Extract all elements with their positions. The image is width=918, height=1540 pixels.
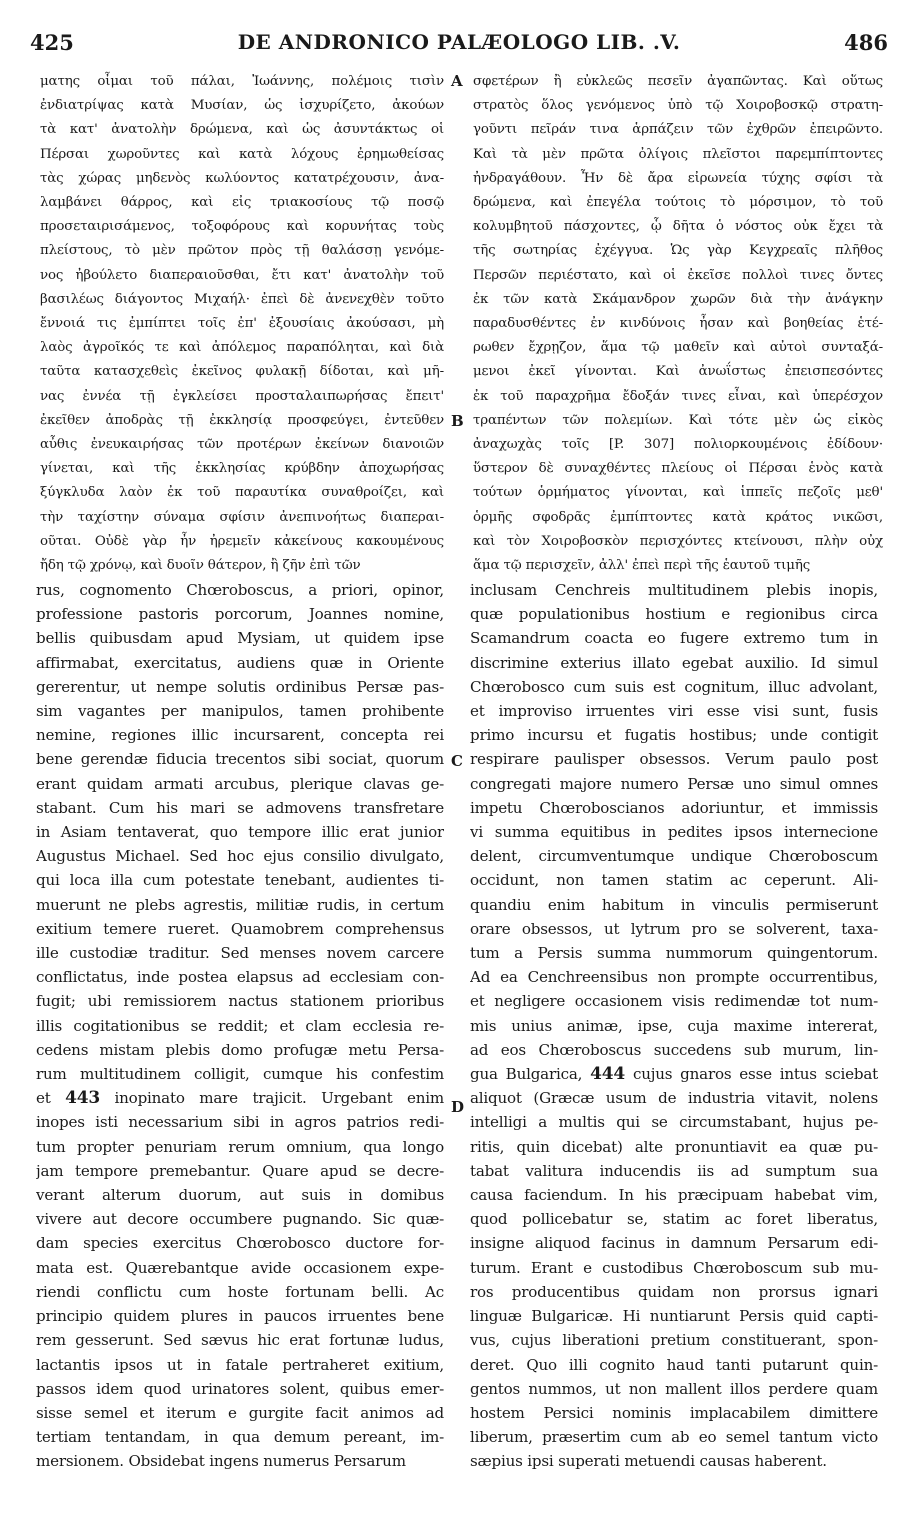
text-line: δρώμενα, καὶ ἐπεγέλα τούτοις τὸ μόρσιμον, τὸ τοῦ: [473, 195, 883, 211]
text-line: τὰς χώρας μηδενὸς κωλύοντος κατατρέχουσιν, ἀνα-: [40, 170, 444, 186]
marginal-page-number: 444: [590, 1064, 626, 1085]
text-line: hostem Persici nominis implacabilem dimittere: [470, 1403, 878, 1422]
text-line: bene gerendæ fiducia trecentos sibi sociat, quorum: [36, 750, 444, 769]
text-line: ἠνδραγάθουν. Ἦν δὲ ἄρα εἰρωνεία τύχης σφίσι τὰ: [473, 170, 883, 186]
text-line: orare obsessos, ut lytrum pro se solverent, taxa-: [470, 919, 878, 938]
text-line: vivere aut decore occumbere pugnando. Sic quæ-: [36, 1210, 444, 1229]
text-line: ἅμα τῷ περισχεῖν, ἀλλ' ἐπεὶ περὶ τῆς ἑαυτοῦ τιμῆς: [473, 558, 811, 574]
text-line: ματης οἶμαι τοῦ πάλαι, Ἰωάννης, πολέμοις τισὶν: [40, 74, 444, 89]
latin-text-right-column: [470, 578, 878, 1474]
text-line: ros producentibus quidam non prorsus ignari: [470, 1282, 878, 1301]
text-line: riendi conflictu cum hoste fortunam belli. Ac: [36, 1282, 444, 1301]
text-line: ille custodiæ traditur. Sed menses novem carcere: [36, 944, 444, 963]
text-line: Πέρσαι χωροῦντες καὶ κατὰ λόχους ἐρημωθείσας: [40, 146, 444, 162]
text-line: aliquot (Græcæ usum de industria vitavit, nolens: [470, 1089, 878, 1108]
text-line: rus, cognomento Chœroboscus, a priori, opinor,: [36, 581, 444, 599]
text-line: fugit; ubi remissiorem nactus stationem prioribus: [36, 992, 444, 1011]
section-marker-c: C: [451, 752, 463, 770]
text-line: causa faciendum. In his præcipuam habebat vim,: [470, 1186, 878, 1205]
text-line: Ad ea Cenchreensibus non prompte occurrentibus,: [470, 968, 878, 987]
text-line: mis unius animæ, ipse, cuja maxime intererat,: [470, 1016, 878, 1035]
text-line: insigne aliquod facinus in damnum Persarum edi-: [470, 1234, 878, 1253]
text-line: principio quidem plures in paucos irruentes bene: [36, 1307, 444, 1326]
text-line: ὁρμῆς σφοδρᾶς ἐμπίπτοντες κατὰ κράτος νικῶσι,: [473, 509, 883, 525]
text-line: ἐκ τοῦ παραχρῆμα ἔδοξάν τινες εἶναι, καὶ ὑπερέσχον: [473, 388, 883, 404]
text-line: οῦται. Οὐδὲ γὰρ ἦν ἠρεμεῖν κἀκείνους κακουμένους: [40, 533, 444, 549]
text-line: conflictatus, inde postea elapsus ad ecclesiam con-: [36, 968, 444, 987]
text-line: vi summa equitibus in pedites ipsos internecione: [470, 823, 878, 842]
text-line: et negligere occasionem visis redimendæ tot num-: [470, 992, 878, 1011]
text-line: sim vagantes per manipulos, tamen prohibente: [36, 702, 444, 721]
text-line: nemine, regiones illic incursarent, concepta rei: [36, 726, 444, 745]
text-line: rem gesserunt. Sed sævus hic erat fortunæ ludus,: [36, 1331, 444, 1350]
text-line: linguæ Bulgaricæ. Hi nuntiarunt Persis quid capti-: [470, 1307, 878, 1326]
text-line: ἤδη τῷ χρόνῳ, καὶ δυοῖν θάτερον, ἢ ζῆν ἐπὶ τῶν: [40, 558, 361, 574]
text-line: παραδυσθέντες ἐν κινδύνοις ἦσαν καὶ βοηθείας ἑτέ-: [473, 316, 883, 332]
text-line: muerunt ne plebs agrestis, militiæ rudis, in certum: [36, 895, 444, 914]
section-marker-d: D: [451, 1098, 465, 1116]
text-line: tertiam tentandam, in qua demum pereant, im-: [36, 1428, 444, 1447]
text-line: vus, cujus liberationi pretium constituerant, spon-: [470, 1331, 878, 1350]
text-line: intelligi a multis qui se circumstabant, hujus pe-: [470, 1113, 878, 1132]
text-line: mersionem. Obsidebat ingens numerus Persarum: [36, 1452, 406, 1471]
text-line: Scamandrum coacta eo fugere extremo tum in: [470, 629, 878, 648]
text-line: κολυμβητοῦ πάσχοντες, ᾧ δῆτα ὁ νόστος οὐκ ἔχει τὰ: [473, 219, 883, 235]
text-line: delent, circumventumque undique Chœroboscum: [470, 847, 878, 866]
text-line: ἀναχωχὰς τοῖς [P. 307] πολιορκουμένοις ἐδίδουν·: [473, 437, 883, 453]
text-line: ταῦτα κατασχεθεὶς ἐκεῖνος φυλακῇ δίδοται, καὶ μῆ-: [40, 364, 444, 380]
text-line: quandiu enim habitum in vinculis permiserunt: [470, 895, 878, 914]
section-marker-a: A: [451, 72, 463, 90]
running-header: [30, 30, 888, 64]
text-line: erant quidam armati arcubus, plerique clavas ge-: [36, 774, 444, 793]
text-line: dam species exercitus Chœrobosco ductore for-: [36, 1234, 444, 1253]
text-line: ritis, quin dicebat) alte pronuntiavit ea quæ pu-: [470, 1137, 878, 1156]
text-line: professione pastoris porcorum, Joannes nomine,: [36, 605, 444, 624]
text-line: in Asiam tentaverat, quo tempore illic erat junior: [36, 823, 444, 842]
text-line: gua Bulgarica, 444 cujus gnaros esse intus sciebat: [470, 1064, 878, 1085]
text-line: τὰ κατ' ἀνατολὴν δρώμενα, καὶ ὡς ἀσυντάκτως οἱ: [40, 122, 444, 138]
text-line: αὖθις ἐνευκαιρήσας τῶν προτέρων ἐκείνων διανοιῶν: [40, 437, 444, 453]
text-line: ἐκ τῶν κατὰ Σκάμανδρον χωρῶν διὰ τὴν ἀνάγκην: [473, 291, 883, 307]
latin-text-left-column: [36, 578, 444, 1474]
text-line: μενοι ἐκεῖ γίνονται. Καὶ ἀνωΐστως ἐπεισπεσόντες: [473, 364, 883, 380]
page-number-right: 486: [844, 30, 888, 55]
text-line: ἐκεῖθεν ἀποδρὰς τῇ ἐκκλησίᾳ προσφεύγει, ἐντεῦθεν: [40, 412, 444, 428]
text-line: Καὶ τὰ μὲν πρῶτα ὀλίγοις πλεῖστοι παρεμπίπτοντες: [473, 146, 883, 162]
text-line: λαὸς ἀγροῖκός τε καὶ ἀπόλεμος παραπόληται, καὶ διὰ: [40, 340, 444, 356]
text-line: τὴν ταχίστην σύναμα σφίσιν ἀνεπινοήτως διαπεραι-: [40, 509, 444, 525]
text-line: τῆς σωτηρίας ἐχέγγυα. Ὡς γὰρ Κεγχρεαῖς πλῆθος: [473, 243, 883, 259]
text-line: jam tempore premebantur. Quare apud se decre-: [36, 1161, 444, 1180]
text-line: inclusam Cenchreis multitudinem plebis inopis,: [470, 581, 878, 599]
text-line: προσεταιρισάμενος, τοξοφόρους καὶ κορυνήτας τοὺς: [40, 219, 444, 235]
text-line: πλείστους, τὸ μὲν πρῶτον πρὸς τῇ θαλάσσῃ γενόμε-: [40, 243, 444, 259]
text-line: impetu Chœroboscianos adoriuntur, et immissis: [470, 798, 878, 817]
text-line: et improviso irruentes viri esse visi sunt, fusis: [470, 702, 878, 721]
text-line: σφετέρων ἢ εὐκλεῶς πεσεῖν ἀγαπῶντας. Καὶ οὕτως: [473, 74, 883, 89]
text-line: tum a Persis summa nummorum quingentorum.: [470, 944, 878, 963]
text-line: τούτων ὁρμήματος γίνονται, καὶ ἱππεῖς πεζοῖς μεθ': [473, 485, 883, 501]
text-line: στρατὸς ὅλος γενόμενος ὑπὸ τῷ Χοιροβοσκῷ στρατη-: [473, 98, 883, 114]
greek-text-right-column: [473, 70, 883, 578]
text-line: inopes isti necessarium sibi in agros patrios redi-: [36, 1113, 444, 1132]
text-line: quæ populationibus hostium e regionibus circa: [470, 605, 878, 624]
text-line: gererentur, ut nempe solutis ordinibus Persæ pas-: [36, 677, 444, 696]
text-line: βασιλέως διάγοντος Μιχαήλ· ἐπεὶ δὲ ἀνενεχθὲν τοῦτο: [40, 291, 444, 307]
marginal-page-number: 443: [65, 1088, 101, 1109]
text-line: νος ἠβούλετο διαπεραιοῦσθαι, ἔτι κατ' ἀνατολὴν τοῦ: [40, 267, 444, 283]
text-line: quod pollicebatur se, statim ac foret liberatus,: [470, 1210, 878, 1229]
text-line: νας ἐννέα τῇ ἐγκλείσει προσταλαιπωρήσας ἔπειτ': [40, 388, 444, 404]
text-line: exitium temere rueret. Quamobrem comprehensus: [36, 919, 444, 938]
text-line: illis cogitationibus se reddit; et clam ecclesia re-: [36, 1016, 444, 1035]
text-line: cedens mistam plebis domo profugæ metu Persa-: [36, 1040, 444, 1059]
text-line: mata est. Quærebantque avide occasionem expe-: [36, 1258, 444, 1277]
text-line: ρωθεν ἔχρῃζον, ἅμα τῷ μαθεῖν καὶ αὐτοὶ συνταξά-: [473, 340, 883, 356]
text-line: καὶ τὸν Χοιροβοσκὸν περισχόντες κτείνουσι, πλὴν οὐχ: [473, 533, 883, 549]
text-line: liberum, præsertim cum ab eo semel tantum victo: [470, 1428, 878, 1447]
text-line: ad eos Chœroboscus succedens sub murum, lin-: [470, 1040, 878, 1059]
text-line: verant alterum duorum, aut suis in domibus: [36, 1186, 444, 1205]
text-line: stabant. Cum his mari se admovens transfretare: [36, 798, 444, 817]
text-line: ὕστερον δὲ συναχθέντες πλείους οἱ Πέρσαι ἑνὸς κατὰ: [473, 461, 883, 477]
text-line: respirare paulisper obsessos. Verum paulo post: [470, 750, 878, 769]
text-line: qui loca illa cum potestate tenebant, audientes ti-: [36, 871, 444, 890]
text-line: γίνεται, καὶ τῆς ἐκκλησίας κρύβδην ἀποχωρήσας: [40, 461, 444, 477]
text-line: gentos nummos, ut non mallent illos perdere quam: [470, 1379, 878, 1398]
text-line: Chœrobosco cum suis est cognitum, illuc advolant,: [470, 677, 878, 696]
text-line: lactantis ipsos ut in fatale pertraheret exitium,: [36, 1355, 444, 1374]
section-marker-b: B: [451, 412, 464, 430]
text-line: rum multitudinem colligit, cumque his confestim: [36, 1065, 444, 1084]
text-line: ἔννοιά τις ἐμπίπτει τοῖς ἐπ' ἐξουσίαις ἀκούσασι, μὴ: [40, 316, 444, 332]
text-line: Augustus Michael. Sed hoc ejus consilio divulgato,: [36, 847, 444, 866]
text-line: bellis quibusdam apud Mysiam, ut quidem ipse: [36, 629, 444, 648]
page-number-left: 425: [30, 30, 74, 55]
text-line: ξύγκλυδα λαὸν ἐκ τοῦ παραυτίκα συναθροίζει, καὶ: [40, 485, 444, 501]
running-title: DE ANDRONICO PALÆOLOGO LIB. .V.: [237, 30, 681, 54]
text-line: occidunt, non tamen statim ac ceperunt. Ali-: [470, 871, 878, 890]
text-line: τραπέντων τῶν πολεμίων. Καὶ τότε μὲν ὡς εἰκὸς: [473, 412, 883, 428]
text-line: γοῦντι πεῖράν τινα ἁρπάζειν τῶν ἐχθρῶν ἐπειρῶντο.: [473, 122, 883, 138]
text-line: λαμβάνει θάρρος, καὶ εἰς τριακοσίους τῷ ποσῷ: [40, 195, 444, 211]
greek-text-left-column: [40, 70, 444, 578]
text-line: passos idem quod urinatores solent, quibus emer-: [36, 1379, 444, 1398]
text-line: tabat valitura inducendis iis ad sumptum sua: [470, 1161, 878, 1180]
text-line: sæpius ipsi superati metuendi causas haberent.: [470, 1452, 827, 1471]
text-line: congregati majore numero Persæ uno simul omnes: [470, 774, 878, 793]
text-line: et 443 inopinato mare trajicit. Urgebant enim: [36, 1088, 444, 1109]
text-line: deret. Quo illi cognito haud tanti putarunt quin-: [470, 1355, 878, 1374]
text-line: turum. Erant e custodibus Chœroboscum sub mu-: [470, 1258, 878, 1277]
text-line: sisse semel et iterum e gurgite facit animos ad: [36, 1403, 444, 1422]
text-line: affirmabat, exercitatus, audiens quæ in Oriente: [36, 653, 444, 672]
text-line: ἐνδιατρίψας κατὰ Μυσίαν, ὡς ἰσχυρίζετο, ἀκούων: [40, 98, 444, 114]
text-line: discrimine exterius illato egebat auxilio. Id simul: [470, 653, 878, 672]
text-line: tum propter penuriam rerum omnium, qua longo: [36, 1137, 444, 1156]
text-line: Περσῶν περιέστατο, καὶ οἱ ἐκεῖσε πολλοὶ τινες ὄντες: [473, 267, 883, 283]
text-line: primo incursu et fugatis hostibus; unde contigit: [470, 726, 878, 745]
